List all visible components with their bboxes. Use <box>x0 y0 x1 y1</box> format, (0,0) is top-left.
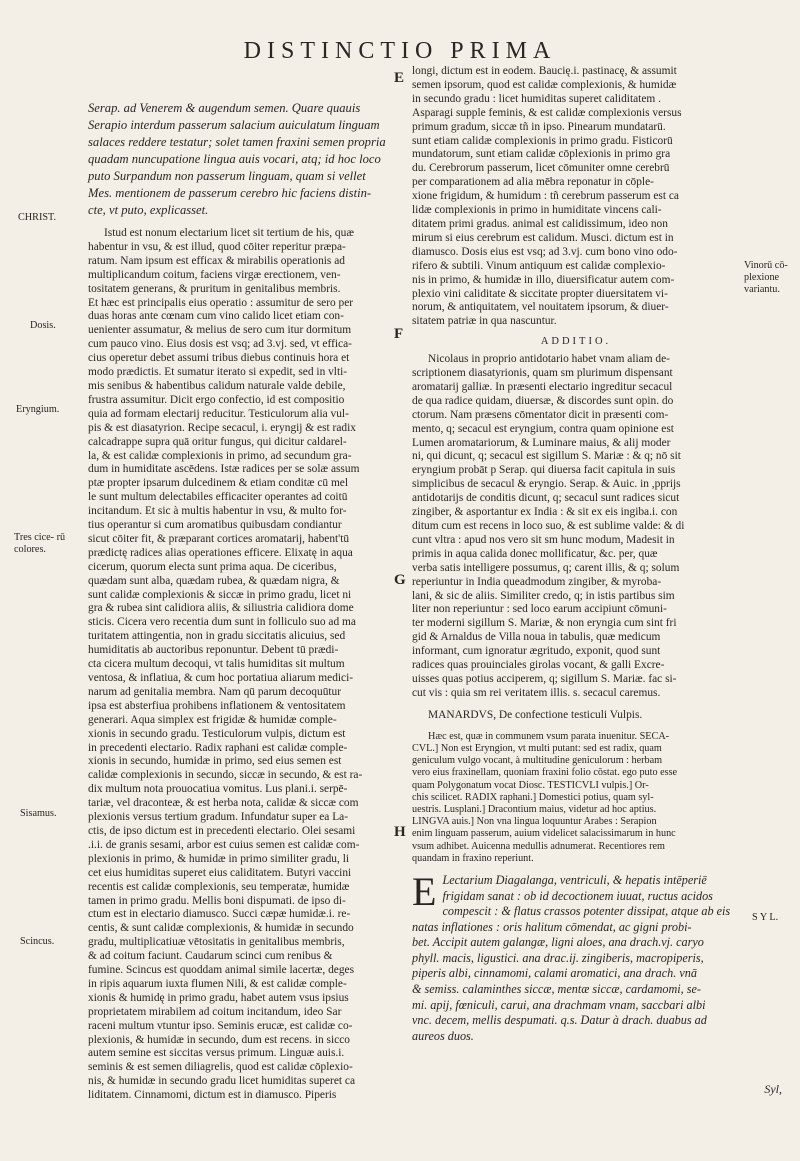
recipe-line: compescit : & flatus crassos potenter dissipat, atque ab eis <box>442 904 731 919</box>
margin-note-sisamus: Sisamus. <box>20 808 57 819</box>
text-line: uenienter assumatur, & melius de sero cum itur dormitum <box>88 324 352 337</box>
text-line: ctis, de ipso dictum est in precedenti electario. Olei sesami <box>88 824 356 837</box>
text-line: lani, & sic de aliis. Similiter credo, q; in istis partibus sim <box>412 589 675 602</box>
text-line: uisses quas potius acciperem, q; sigillum S. Mariæ. fac si- <box>412 672 677 685</box>
text-line: ter moderni sigillum S. Mariæ, & non eryngia cum sint fri <box>412 617 677 630</box>
text-line: ditum cum est recens in loco suo, & est sublime valde: & di <box>412 520 685 532</box>
italic-line: quadam nuncupatione lingua auis vocari, atq; id hoc loco <box>88 152 381 166</box>
text-line: modo prædictis. Et sumatur iterato si expedit, sed in vlti- <box>88 366 348 379</box>
additio-heading: ADDITIO. <box>540 336 612 348</box>
text-line: calidæ complexionis in secundo, siccæ in secundo, & est ra- <box>88 769 363 782</box>
text-line: aromatarij galliæ. In præsenti electario ingreditur secacul <box>412 380 673 393</box>
text-line: plexio vini caliditate & siccitate propter diuersitatem vi- <box>412 287 668 300</box>
text-line: nis in primo, & humidæ in illo, diuersificatur autem com- <box>412 273 675 286</box>
text-line: quia ad formam electarij reducitur. Testiculorum alia vul- <box>88 407 349 420</box>
recipe-line: frigidam sanat : ob id decoctionem iuuat, ructus acidos <box>442 888 713 903</box>
text-line: le sunt multum delectabiles efficaciter operantes ad coitū <box>88 491 348 504</box>
text-line: tositatem generans, & pruritum in genitalibus membris. <box>88 282 341 295</box>
left-column <box>88 100 388 1103</box>
text-line: cut vis : quia sm rei veritatem illis. s. secacul caremus. <box>412 686 661 699</box>
recipe-line: aureos duos. <box>412 1028 474 1043</box>
recipe-text <box>412 868 740 1045</box>
text-line: ditatem primi gradus. animal est calidissimum, ideo non <box>412 217 668 230</box>
italic-line: cte, vt puto, explicasset. <box>88 203 209 217</box>
text-line: ctorum. Nam præsens cōmentator dicit in præsenti com- <box>412 408 669 421</box>
text-line: ctum est in electario diamusco. Succi cæpæ humidæ.i. re- <box>88 908 351 921</box>
text-line: fumine. Scincus est quoddam animal simile lacertæ, deges <box>88 964 355 977</box>
margin-note-tres-cicerum: Tres cice- rū colores. <box>14 532 66 555</box>
text-line: ventosa, & inflatiua, & cum hoc portatiua aliarum medici- <box>88 672 354 684</box>
text-line: frustra assumitur. Dicit ergo confectio, id est compositio <box>88 393 345 406</box>
text-line: sicut cōiter fit, & præparant cortices aromatarij, habent'tū <box>88 532 350 545</box>
text-line: sitatem patriæ in qua nascuntur. <box>412 315 557 328</box>
text-line: verba satis intelligere possumus, q; carent illis, & q; solum <box>412 561 680 574</box>
text-line: rifero & subtili. Vinum antiquum est calidæ complexio- <box>412 259 666 272</box>
text-line: sticis. Cicera vero recentia dum sunt in folliculo suo ad ma <box>88 616 356 629</box>
text-line: narum ad genitalia membra. Nam qū parum decoquūtur <box>88 685 342 698</box>
text-line: ipsa est absterfiua prohibens inflationem & ventositatem <box>88 699 346 712</box>
text-line: ratum. Nam ipsum est efficax & mirabilis operationis ad <box>88 254 345 267</box>
text-line: de qua radice quidam, diuersæ, & discordes sunt opin. do <box>412 394 674 407</box>
text-line: primum gradum, siccæ tñ in ipso. Pinearum mundatarū. <box>412 120 666 133</box>
text-line: dum in humiditate ascēdens. Istæ radices per se solæ assum <box>88 463 360 476</box>
recipe-line: phyll. macis, ligustici. ana drac.ij. zingiberis, macropiperis, <box>412 950 704 965</box>
text-line: gra & rubea sint calidiora aliis, & siliustria calidiora dome <box>88 602 354 615</box>
text-line: lidæ complexionis in primo in humiditate vincens cali- <box>412 204 662 217</box>
text-line: scriptionem diasatyrionis, quam sm plurimum dispensant <box>412 367 673 380</box>
recipe-line: bet. Accipit autem galangæ, ligni aloes, ana drach.vj. caryo <box>412 935 704 950</box>
text-line: Istud est nonum electarium licet sit tertium de his, quæ <box>104 227 354 239</box>
text-line: nis, & humidæ in secundo gradu licet humiditas superet ca <box>88 1075 355 1088</box>
text-line: autem semine est siccitas versus primum. Linguæ auis.i. <box>88 1047 345 1060</box>
text-line: in ripis aquarum iuxta flumen Nili, & est calidæ comple- <box>88 977 347 990</box>
margin-letter-f: F <box>394 326 404 342</box>
italic-line: Serap. ad Venerem & augendum semen. Quare quauis <box>88 101 361 115</box>
text-line: Nicolaus in proprio antidotario habet vnam aliam de- <box>428 353 670 366</box>
text-line: pis & est diasatyrion. Recipe secacul, i. eryngij & est radix <box>88 421 356 434</box>
recipe-line: & semiss. calaminthes siccæ, mentæ siccæ, cardamomi, se- <box>412 982 701 997</box>
text-line: plexionis versus tertium gradum. Infundatur super ea La- <box>88 811 349 824</box>
text-line: mento, q; secacul est eryngium, contra quam opinione est <box>412 422 674 435</box>
text-line: dix multum nota prouocatiua vomitus. Lus plani.i. serpē- <box>88 783 348 796</box>
drop-cap: E <box>412 868 437 914</box>
text-line: semen ipsorum, quod est calidæ complexionis, & humidæ <box>412 78 677 91</box>
text-line: habentur in vsu, & est illud, quod cōiter reperitur præpa- <box>88 240 346 253</box>
italic-passage <box>88 100 388 219</box>
text-line: recentis est calidæ complexionis, seu temperatæ, humidæ <box>88 880 350 893</box>
right-column <box>412 65 740 1044</box>
text-line: plexionis, & humidæ in secundo, dum est recens. in sicco <box>88 1033 350 1046</box>
text-line: enim linguam passerum, auium videlicet salacissimarum in hunc <box>412 828 676 840</box>
recipe-line: natas inflationes : oris halitum cōmendat, ac gigni probi- <box>412 919 692 934</box>
margin-note-vinorum: Vinorū cō- plexione variantu. <box>744 260 788 295</box>
text-line: xione frigidum, & humidum : tñ cerebrum passerum est ca <box>412 190 679 203</box>
text-line: tariæ, vel draconteæ, & est herba nota, calidæ & siccæ com <box>88 797 359 810</box>
text-line: seminis & est semen diliagrelis, quod est calidæ cōplexio- <box>88 1061 353 1074</box>
text-line: diamusco. Dosis eius est vsq; ad 3.vj. cum bono vino odo- <box>412 245 678 258</box>
text-line: Asparagi supple feminis, & est calidæ complexionis versus <box>412 106 682 119</box>
margin-note-scincus: Scincus. <box>20 936 55 947</box>
text-line: cet eius humiditas superet eius caliditatem. Butyri vaccini <box>88 866 352 879</box>
text-line: du. Cerebrorum passerum, licet cōmuniter omne cerebrū <box>412 162 670 175</box>
text-line: ni, qui dicunt, q; secacul est sigillum S. Mariæ : & q; nō sit <box>412 450 681 463</box>
text-line: gradu, multiplicatiuæ vētositatis in genitalibus membris, <box>88 936 345 949</box>
text-line: tius operantur si cum aromatibus quibusdam condiantur <box>88 519 342 532</box>
text-line: quædam sunt alba, quædam rubea, & quædam nigra, & <box>88 574 340 587</box>
text-line: sunt calidæ complexionis & siccæ in primo gradu, licet ni <box>88 588 352 601</box>
text-line: .i.i. de granis sesami, arbor est cuius semen est calidæ com- <box>88 838 360 851</box>
text-line: liter non reperiuntur : sed loco earum accipiunt cōmuni- <box>412 603 667 616</box>
text-line: primis in aqua calida donec mollificatur, &c. per, quæ <box>412 547 658 560</box>
text-line: radices quas prouinciales girolas vocant, & galli Excre- <box>412 659 665 672</box>
text-line: chis scilicet. RADIX raphani.] Domestici potius, quam syl- <box>412 791 654 803</box>
text-line: & ad coitum faciunt. Caudarum scinci cum renibus & <box>88 950 333 963</box>
text-line: simplicibus de secacul & eryngio. Serap. & Auic. in ,pprijs <box>412 478 681 491</box>
additio-text <box>412 353 740 701</box>
text-line: quam Polygonatum vocat Diosc. TESTICVLI vulpis.] Or- <box>412 779 649 791</box>
text-line: calcadrappe supra quā oritur fungus, qui dicitur caldarel- <box>88 435 347 448</box>
text-line: norum, & antiquitatem, vel nouitatem ipsorum, & diuer- <box>412 301 669 314</box>
text-line: vero eius fraxinellam, quoniam fraxini folio cōstat. ego puto esse <box>412 767 678 779</box>
commentary-text <box>88 227 388 1103</box>
text-line: mis senibus & habentibus calidum naturale valde debile, <box>88 379 346 392</box>
text-line: per comparationem ad alia mēbra reponatur in cōple- <box>412 176 654 189</box>
text-line: ptæ propter ipsarum dulcedinem & etiam conditæ cū mel <box>88 477 349 490</box>
text-line: turitatem attingentia, non in gradu siccitatis alicuius, sed <box>88 630 346 643</box>
italic-line: Mes. mentionem de passerum cerebro hic faciens distin- <box>88 186 372 200</box>
text-line: centis, & sunt calidæ complexionis, & humidæ in secundo <box>88 922 354 935</box>
italic-line: puto Surpandum non passerum linguam, quam si vellet <box>88 169 366 183</box>
text-line: LINGVA auis.] Non vna lingua loquuntur Arabes : Serapion <box>412 816 657 828</box>
text-line: sunt etiam calidæ complexionis in primo gradu. Fisticorū <box>412 134 673 147</box>
margin-letter-e: E <box>394 70 405 86</box>
text-line: CVL.] Non est Eryngion, vt multi putant: sed est radix, quam <box>412 742 662 754</box>
text-line: proprietatem mirabilem ad coitum incitandum, ideo Sar <box>88 1005 342 1018</box>
margin-note-syl: S Y L. <box>752 912 779 923</box>
page-title: DISTINCTIO PRIMA <box>243 38 557 64</box>
manardus-text <box>412 731 740 865</box>
text-line: cius operetur debet assumi tribus diebus continuis hora et <box>88 352 350 365</box>
text-line: cicerum, quorum electa sunt prima aqua. De ciceribus, <box>88 560 337 573</box>
text-line: incitandum. Et sic à multis habentur in vsu, & multo for- <box>88 505 347 518</box>
margin-letter-h: H <box>394 824 406 840</box>
recipe-line: mi. apij, fœniculi, carui, ana drachmam vnam, saccbari albi <box>412 997 706 1012</box>
text-line: reperiuntur in India queadmodum zingiber, & myroba- <box>412 575 662 588</box>
text-line: cunt vltra : apud nos vero sit sm hunc modum, Madesit in <box>412 533 675 546</box>
margin-note-dosis: Dosis. <box>30 320 56 331</box>
text-line: prædictę radices alias operationes efficere. Elixatę in aqua <box>88 546 353 559</box>
catchword: Syl, <box>764 1082 782 1096</box>
text-line: Lumen aromatariorum, & Luminare maius, & alij moder <box>412 436 671 449</box>
text-line: xionis in secundo, humidæ in primo, sed eius semen est <box>88 755 342 768</box>
text-line: raceni multum vtuntur ipso. Seminis erucæ, est calidæ co- <box>88 1019 353 1032</box>
text-line: geniculum vulgo vocant, à multitudine geniculorum : herbam <box>412 755 663 767</box>
text-line: xionis in secundo gradu. Testiculorum vulpis, dictum est <box>88 727 346 740</box>
text-line: zingiber, & asportantur ex India : & sit ex eis ingiba.i. con <box>412 506 678 519</box>
text-line: eryngium probāt p Serap. qui diuersa facit capitula in suis <box>412 464 676 477</box>
text-line: cta cicera multum decoqui, vt talis humiditas sit multum <box>88 658 345 671</box>
text-line: in secundo gradu : licet humiditas superet caliditatem . <box>412 92 661 105</box>
text-line: generari. Aqua simplex est frigidæ & humidæ comple- <box>88 713 337 726</box>
recipe-line: piperis albi, cinnamomi, calami aromatici, ana drach. vnā <box>412 966 697 981</box>
text-line: multiplicandum coitum, faciens virgæ erectionem, ven- <box>88 268 341 281</box>
text-line: duas horas ante cœnam cum vino calido licet etiam con- <box>88 310 344 323</box>
text-line: xionis & humidę in primo gradu, habet autem vsus ipsius <box>88 991 349 1004</box>
text-line: informant, cum ignoratur ægritudo, exponit, quod sunt <box>412 645 661 658</box>
text-line: Hæc est, quæ in communem vsum parata inuenitur. SECA- <box>428 730 670 742</box>
right-top-text <box>412 65 740 329</box>
text-line: humiditatis ab auctoribus reponuntur. Debent tū prædi- <box>88 644 339 657</box>
text-line: tamen in primo gradu. Mellis boni dispumati. de ipso di- <box>88 894 346 907</box>
margin-note-christ: CHRIST. <box>18 212 57 223</box>
text-line: uestris. Lusplani.] Dracontium maius, videtur ad hoc aptius. <box>412 803 657 815</box>
margin-note-eryngium: Eryngium. <box>16 404 60 415</box>
text-line: quandam in fraxino reperiunt. <box>412 852 534 864</box>
text-line: antidotarijs de conditis dicunt, q; secacul sunt radices sicut <box>412 492 680 505</box>
text-line: longi, dictum est in eodem. Baucię.i. pastinacę, & assumit <box>412 65 677 77</box>
recipe-line: vnc. decem, mellis despumati. q.s. Datur à drach. duabus ad <box>412 1013 707 1028</box>
text-line: cum pauco vino. Eius dosis est vsq; ad 3.vj. sed, vt effica- <box>88 338 352 351</box>
recipe-line: Lectarium Diagalanga, ventriculi, & hepatis intēperiē <box>442 872 707 887</box>
text-line: gid & Arnaldus de Villa noua in tabulis, quæ medicum <box>412 631 661 644</box>
text-line: plexionis in primo, & humidæ in primo similiter gradu, li <box>88 852 350 865</box>
text-line: la, & est calidæ complexionis in primo, ad secundum gra- <box>88 449 352 462</box>
margin-letter-g: G <box>394 572 406 588</box>
italic-line: salaces reddere testatur; solet tamen fraxini semen propria <box>88 135 386 149</box>
text-line: mirum si eius cerebrum est calidum. Musci. dictum est in <box>412 231 674 244</box>
italic-line: Serapio interdum passerum salacium auiculatum linguam <box>88 118 380 132</box>
text-line: vsum adhibet. Auicenna medullis adnumerat. Recentiores rem <box>412 840 665 852</box>
text-line: liditatem. Cinnamomi, dictum est in diamusco. Piperis <box>88 1089 337 1102</box>
text-line: mundatorum, sunt etiam calidæ cōplexionis in primo gra <box>412 148 671 161</box>
manardus-heading: MANARDVS, De confectione testiculi Vulpis. <box>428 708 643 721</box>
text-line: Et hæc est principalis eius operatio : assumitur de sero per <box>88 296 354 309</box>
text-line: in precedenti electario. Radix raphani est calidæ comple- <box>88 741 348 754</box>
